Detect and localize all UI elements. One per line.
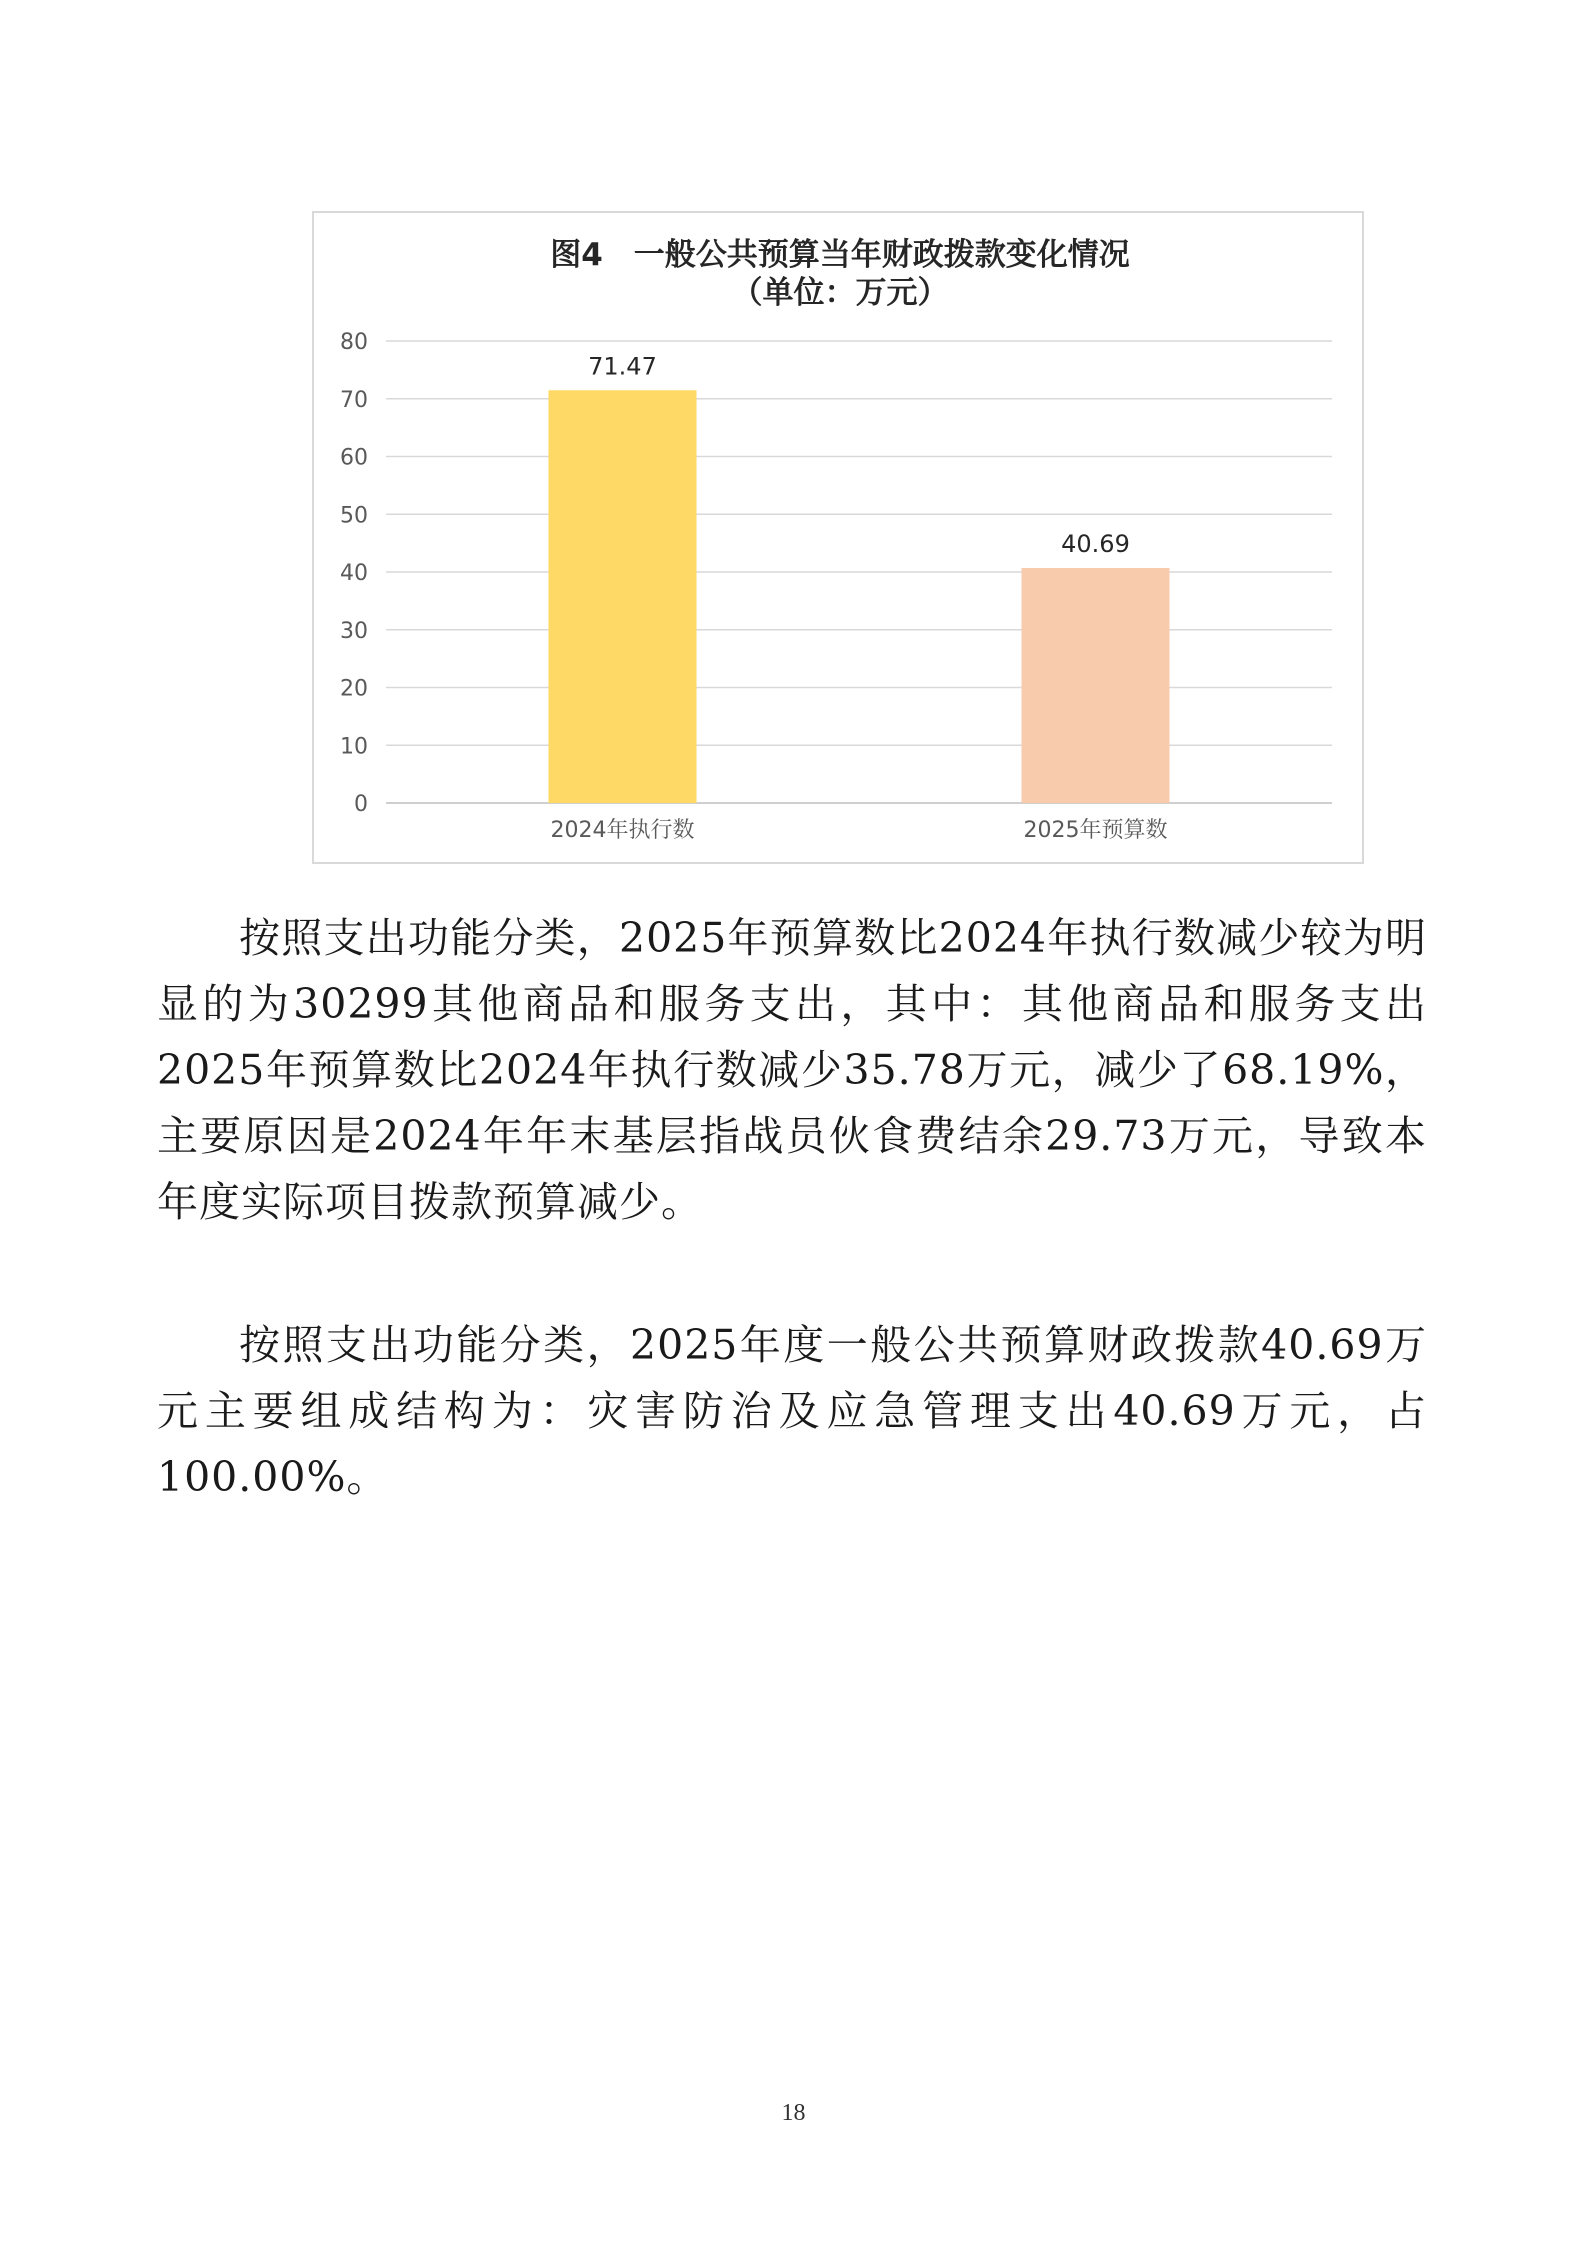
budget-change-chart: [312, 211, 1364, 864]
x-tick-label: 2024年执行数: [550, 818, 695, 843]
y-tick-label: 50: [340, 503, 368, 529]
y-tick-label: 60: [340, 445, 368, 471]
x-tick-label: 2025年预算数: [1023, 818, 1168, 843]
y-tick-label: 80: [340, 330, 368, 355]
page-number: 18: [781, 2100, 806, 2126]
bar-value-label: 40.69: [1061, 530, 1130, 559]
y-tick-label: 10: [340, 734, 368, 760]
bar-2024-actual: [549, 390, 697, 803]
y-tick-label: 0: [354, 792, 368, 817]
chart-canvas: [314, 213, 1362, 862]
bars: [549, 390, 1170, 803]
x-axis-ticks: [551, 818, 1168, 843]
y-tick-label: 20: [340, 676, 368, 702]
y-tick-label: 70: [340, 387, 368, 413]
paragraph-decrease-analysis: 按照支出功能分类，2025年预算数比2024年执行数减少较为明显的为30299其他商品和服务支出，其中：其他商品和服务支出2025年预算数比2024年执行数减少35.78万元，减少了68.19%，主要原因是2024年年末基层指战员伙食费结余29.73万元，导致本年度实际项目拨款预算减少。: [157, 914, 1427, 1226]
y-tick-label: 30: [340, 618, 368, 644]
bar-value-label: 71.47: [588, 352, 657, 381]
y-axis-ticks: [340, 330, 368, 817]
bar-2025-budget: [1022, 568, 1170, 803]
chart-subtitle: （单位：万元）: [731, 275, 949, 311]
gridlines: [386, 341, 1332, 803]
chart-title: 图4 一般公共预算当年财政拨款变化情况: [550, 237, 1130, 273]
y-tick-label: 40: [340, 561, 368, 586]
paragraph-composition: 按照支出功能分类，2025年度一般公共预算财政拨款40.69万元主要组成结构为：灾害防治及应急管理支出40.69万元，占100.00%。: [157, 1321, 1427, 1501]
